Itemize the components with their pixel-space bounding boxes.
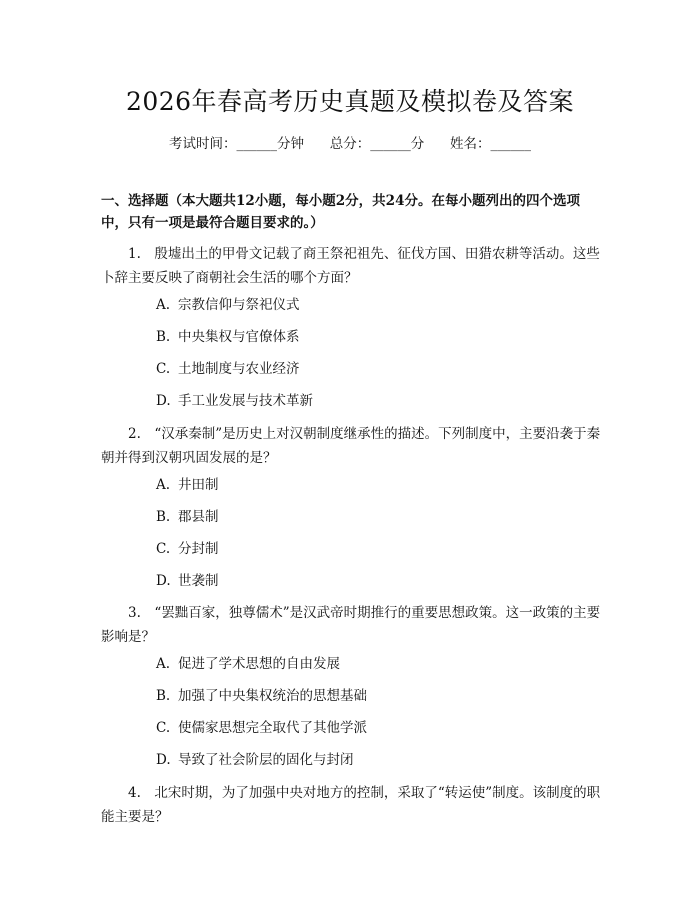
option-text: 井田制 [178,477,219,493]
option-letter: C. [156,541,171,557]
option-letter: A. [156,656,171,672]
option-text: 世袭制 [178,573,219,589]
question-2: 2. “汉承秦制”是历史上对汉朝制度继承性的描述。下列制度中，主要沿袭于秦朝并得到汉朝巩固发展的是？ [101,426,601,466]
question-1-option-c [156,359,300,379]
question-1: 1. 殷墟出土的甲骨文记载了商王祭祀祖先、征伐方国、田猎农耕等活动。这些卜辞主要反映了商朝社会生活的哪个方面？ [101,246,600,286]
question-3-option-b [156,686,367,706]
question-2-option-b [156,507,219,527]
question-1-option-b [156,327,300,347]
option-text: 手工业发展与技术革新 [178,393,313,409]
option-letter: D. [156,573,171,589]
option-text: 郡县制 [178,509,219,525]
section-heading: 一、选择题（本大题共12小题，每小题2分，共24分。在每小题列出的四个选项中，只有一项是最符合题目要求的。） [101,193,580,231]
question-1-option-d [156,391,313,411]
question-3-option-a [156,654,340,674]
question-4: 4. 北宋时期，为了加强中央对地方的控制，采取了“转运使”制度。该制度的职能主要是？ [101,785,601,825]
option-text: 宗教信仰与祭祀仪式 [178,297,300,313]
question-3: 3. “罢黜百家，独尊儒术”是汉武帝时期推行的重要思想政策。这一政策的主要影响是？ [101,605,601,645]
exam-title: 2026年春高考历史真题及模拟卷及答案 [125,87,575,116]
option-text: 使儒家思想完全取代了其他学派 [178,720,367,736]
exam-meta-line: 考试时间：______分钟 总分：______分 姓名：______ [169,136,531,152]
question-2-option-a [156,475,219,495]
option-letter: C. [156,361,171,377]
option-letter: A. [156,297,171,313]
option-letter: B. [156,688,171,704]
option-letter: B. [156,329,171,345]
question-3-option-d [156,750,354,770]
option-text: 导致了社会阶层的固化与封闭 [178,752,354,768]
question-2-option-c [156,539,219,559]
question-2-option-d [156,571,219,591]
option-letter: D. [156,393,171,409]
option-text: 中央集权与官僚体系 [178,329,300,345]
option-letter: B. [156,509,171,525]
question-1-option-a [156,295,300,315]
option-letter: D. [156,752,171,768]
option-text: 土地制度与农业经济 [178,361,300,377]
option-text: 加强了中央集权统治的思想基础 [178,688,367,704]
option-letter: C. [156,720,171,736]
option-letter: A. [156,477,171,493]
question-3-option-c [156,718,367,738]
option-text: 促进了学术思想的自由发展 [178,656,340,672]
option-text: 分封制 [178,541,219,557]
